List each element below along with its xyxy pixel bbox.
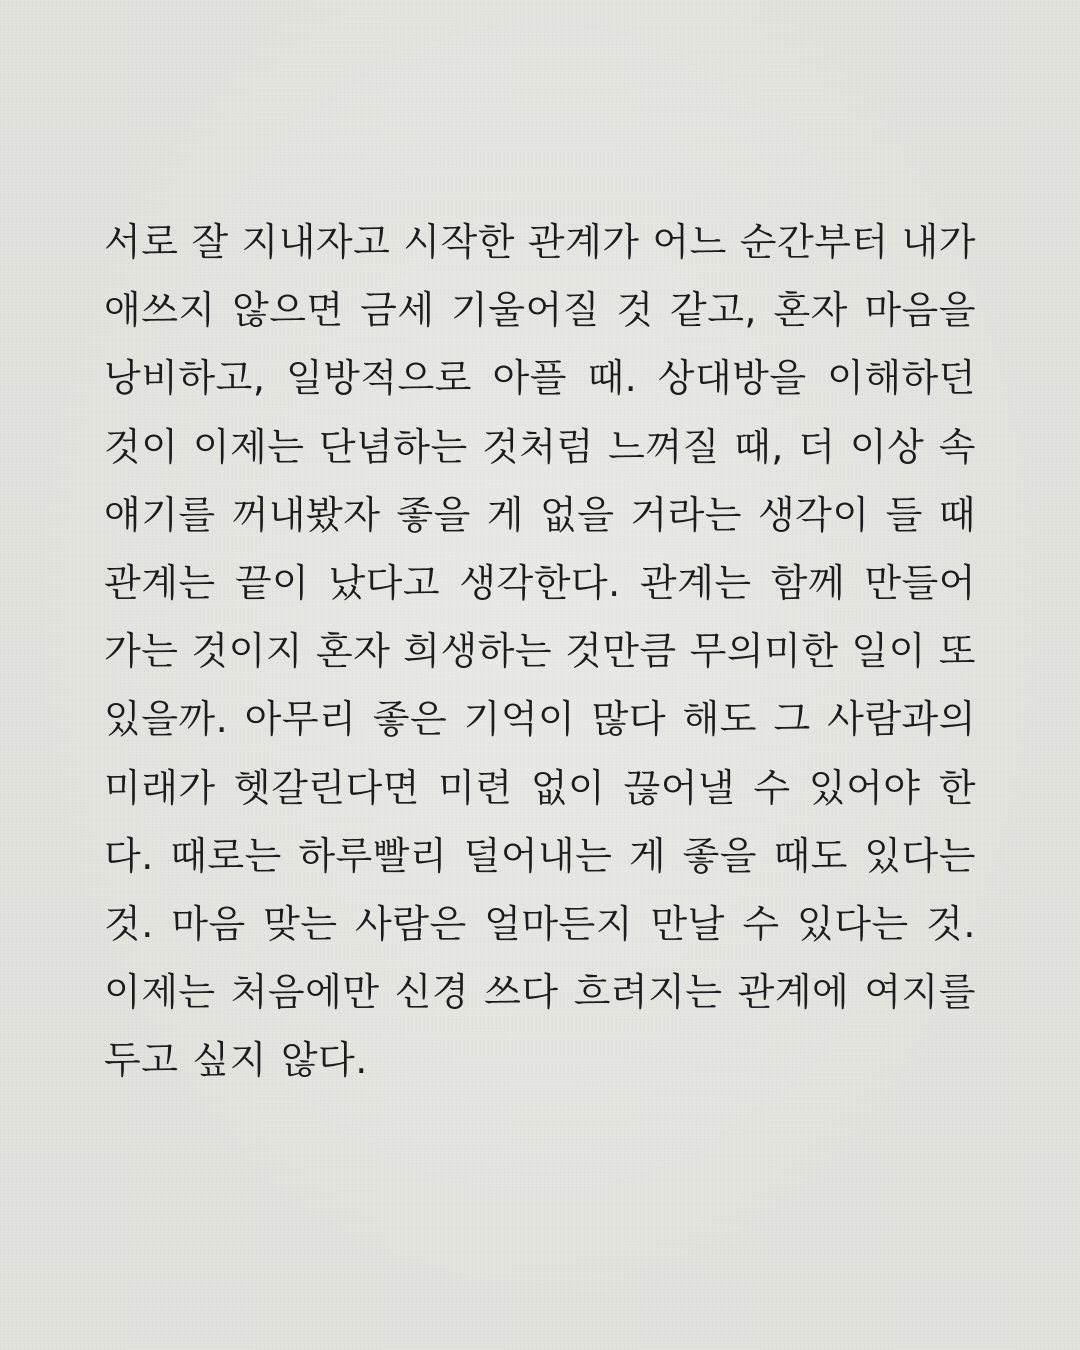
word: 들	[885, 492, 923, 537]
word: 좋은	[372, 697, 448, 742]
word: 관계는	[104, 560, 216, 605]
word: 한	[938, 765, 976, 810]
text-line	[104, 344, 976, 412]
word: 것	[616, 288, 654, 333]
word: 끝이	[234, 560, 310, 605]
word: 없이	[530, 765, 606, 810]
text-line	[104, 754, 976, 822]
word: 생각이	[757, 492, 870, 537]
word: 이상	[849, 424, 925, 469]
word: 사람은	[355, 901, 467, 946]
word: 마음	[171, 901, 246, 946]
word: 일방적으로	[285, 356, 472, 401]
word: 맞는	[263, 901, 338, 946]
word: 수	[753, 765, 791, 810]
word: 아플	[492, 356, 567, 401]
word: 많다	[591, 697, 667, 742]
word: 이제는	[104, 970, 216, 1015]
word: 어느	[652, 220, 727, 264]
word: 미래가	[104, 765, 216, 810]
word: 여지를	[864, 970, 976, 1015]
word: 것.	[926, 901, 976, 946]
word: 만날	[650, 901, 725, 946]
word: 있을까.	[104, 697, 229, 742]
word: 것.	[104, 901, 154, 946]
word: 하루빨리	[298, 833, 448, 878]
word: 잘	[191, 220, 229, 264]
word: 처음에만	[230, 970, 380, 1015]
word: 꺼내봤자	[231, 492, 381, 537]
word: 얼마든지	[484, 901, 633, 946]
passage-text	[104, 208, 976, 1094]
word: 희생하는	[403, 629, 553, 674]
word: 신경	[394, 970, 470, 1015]
word: 이제는	[192, 424, 305, 469]
word: 상대방을	[657, 356, 807, 401]
word: 기울어질	[451, 288, 600, 333]
word: 것만큼	[565, 629, 677, 674]
text-line	[104, 1026, 976, 1094]
word: 관계는	[639, 560, 752, 605]
text-line	[104, 413, 976, 481]
word: 있어야	[808, 765, 921, 810]
word: 얘기를	[104, 492, 216, 537]
word: 때	[938, 492, 976, 537]
word: 느껴질	[608, 424, 720, 469]
word: 때도	[773, 833, 848, 878]
word: 속	[938, 424, 976, 469]
word: 헷갈린다면	[233, 765, 420, 810]
word: 이해하던	[827, 356, 976, 401]
word: 일이	[851, 629, 926, 674]
word: 수	[742, 901, 780, 946]
word: 쓰다	[484, 970, 559, 1015]
word: 때,	[734, 424, 784, 469]
word: 않으면	[232, 288, 344, 333]
word: 때.	[587, 356, 638, 401]
text-line	[104, 276, 976, 344]
word: 좋을	[396, 492, 471, 537]
word: 것처럼	[482, 424, 594, 469]
word: 금세	[360, 288, 435, 333]
word: 다.	[104, 833, 154, 878]
word: 났다고	[328, 560, 441, 605]
word: 낭비하고,	[104, 356, 266, 401]
word: 만들어	[864, 560, 976, 605]
word: 마음을	[864, 288, 976, 333]
text-line	[104, 822, 976, 890]
word: 혼자	[773, 288, 848, 333]
word: 순간부터	[739, 220, 889, 264]
word: 애쓰지	[104, 288, 216, 333]
word: 무의미한	[689, 629, 839, 674]
text-line	[104, 208, 976, 276]
text-line	[104, 685, 976, 753]
word: 관계가	[527, 220, 640, 264]
word: 지내자고	[241, 220, 391, 264]
word: 내가	[901, 220, 976, 264]
word: 덜어내는	[463, 833, 613, 878]
text-line	[104, 890, 976, 958]
text-line	[104, 617, 976, 685]
word: 끊어낼	[623, 765, 736, 810]
word: 아무리	[244, 697, 357, 742]
word: 함께	[770, 560, 846, 605]
text-line	[104, 958, 976, 1026]
word: 관계에	[737, 970, 850, 1015]
word: 없을	[539, 492, 615, 537]
word: 것이	[104, 424, 179, 469]
word: 서로	[104, 220, 179, 264]
word: 않다.	[280, 1038, 368, 1083]
word: 해도	[682, 697, 757, 742]
text-line	[104, 549, 976, 617]
word: 단념하는	[318, 424, 468, 469]
word: 흐려지는	[573, 970, 723, 1015]
word: 기억이	[463, 697, 576, 742]
word: 싶지	[192, 1038, 267, 1083]
word: 같고,	[670, 288, 757, 333]
word: 가는	[104, 629, 179, 674]
word: 혼자	[315, 629, 391, 674]
word: 두고	[104, 1038, 179, 1083]
word: 생각한다.	[459, 560, 621, 605]
word: 사람과의	[827, 697, 976, 742]
word: 것이지	[191, 629, 303, 674]
word: 거라는	[630, 492, 742, 537]
word: 게	[628, 833, 667, 878]
word: 게	[486, 492, 525, 537]
text-line	[104, 481, 976, 549]
word: 그	[773, 697, 811, 742]
word: 미련	[438, 765, 513, 810]
word: 있다는	[864, 833, 976, 878]
word: 시작한	[403, 220, 515, 264]
word: 있다는	[797, 901, 909, 946]
word: 또	[938, 629, 976, 674]
word: 좋을	[682, 833, 758, 878]
word: 때로는	[170, 833, 282, 878]
word: 더	[798, 424, 836, 469]
